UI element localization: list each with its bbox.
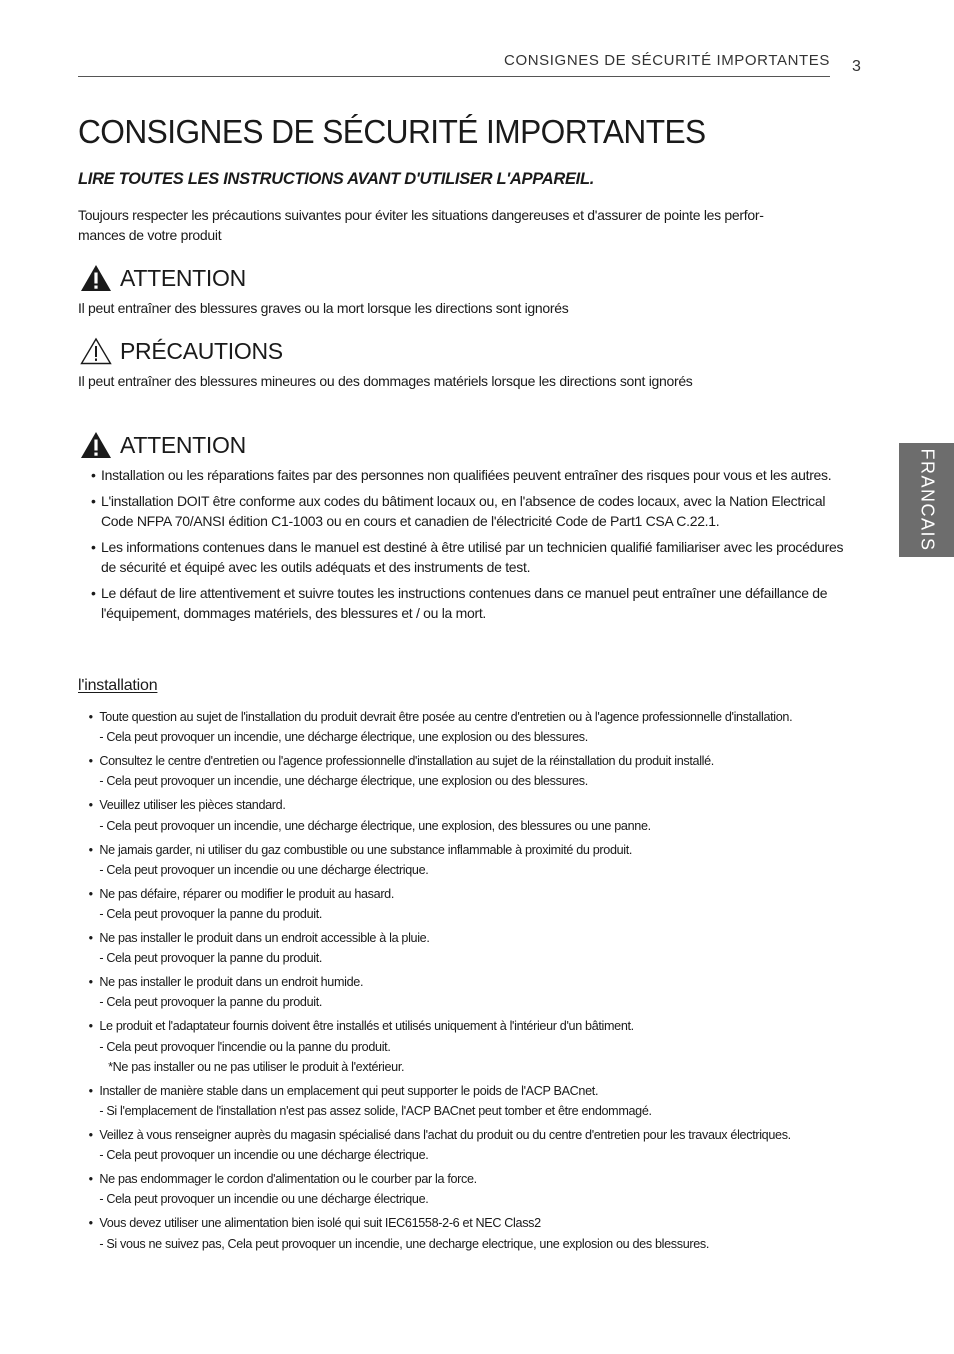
installation-item-consequence: - Cela peut provoquer la panne du produit. <box>99 994 323 1010</box>
attention-heading-1 <box>80 264 246 292</box>
installation-item-consequence: - Cela peut provoquer la panne du produit. <box>99 950 323 966</box>
installation-item-consequence: - Cela peut provoquer l'incendie ou la panne du produit. <box>99 1038 391 1054</box>
attention-item: • Installation ou les réparations faites par des personnes non qualifiées peuvent entraîner des risques pour vous et les autres. <box>78 465 858 485</box>
installation-item <box>78 707 844 747</box>
installation-item-consequence: - Cela peut provoquer un incendie, une décharge électrique, une explosion, des blessures ou une panne. <box>99 817 651 833</box>
installation-item <box>78 1125 844 1165</box>
intro-line-2: mances de votre produit <box>78 227 222 243</box>
installation-item-text: Veuillez utiliser les pièces standard. <box>99 797 286 813</box>
installation-item-text: Ne jamais garder, ni utiliser du gaz combustible ou une substance inflammable à proximité du produit. <box>99 841 633 857</box>
language-tab <box>899 443 954 557</box>
installation-item <box>78 1169 844 1209</box>
attention-description-1: Il peut entraîner des blessures graves ou la mort lorsque les directions sont ignorés <box>78 300 569 316</box>
warning-filled-icon <box>80 264 112 292</box>
warning-outline-icon <box>80 337 112 365</box>
precautions-description: Il peut entraîner des blessures mineures ou des dommages matériels lorsque les directions sont ignorés <box>78 373 693 389</box>
warning-filled-icon <box>80 431 112 459</box>
installation-item-consequence: - Si vous ne suivez pas, Cela peut provoquer un incendie, une decharge electrique, une explosion ou des blessures. <box>99 1235 710 1251</box>
installation-item <box>78 840 844 880</box>
installation-item-text: Installer de manière stable dans un emplacement qui peut supporter le poids de l'ACP BACnet. <box>99 1082 599 1098</box>
installation-item <box>78 1213 844 1253</box>
installation-item-text: Ne pas installer le produit dans un endroit accessible à la pluie. <box>99 930 430 946</box>
installation-item <box>78 884 844 924</box>
attention-item: • Le défaut de lire attentivement et suivre toutes les instructions contenues dans ce manuel peut entraîner une défaillance de l'équipement, dommages matériels, des blessures et / ou la mort. <box>78 583 858 623</box>
installation-item-consequence: - Si l'emplacement de l'installation n'est pas assez solide, l'ACP BACnet peut tomber et être endommagé. <box>99 1103 652 1119</box>
precautions-title: PRÉCAUTIONS <box>120 337 283 364</box>
intro-line-1: Toujours respecter les précautions suivantes pour éviter les situations dangereuses et d'assurer de pointe les perfor- <box>78 207 764 223</box>
installation-list <box>78 707 844 1258</box>
installation-item-note: *Ne pas installer ou ne pas utiliser le produit à l'extérieur. <box>108 1058 405 1074</box>
installation-item-consequence: - Cela peut provoquer un incendie, une décharge électrique, une explosion ou des blessures. <box>99 729 588 745</box>
installation-item-text: Ne pas installer le produit dans un endroit humide. <box>99 974 364 990</box>
installation-item-text: Le produit et l'adaptateur fournis doivent être installés et utilisés uniquement à l'intérieur d'un bâtiment. <box>99 1018 634 1034</box>
installation-item <box>78 928 844 968</box>
installation-item-consequence: - Cela peut provoquer la panne du produit. <box>99 906 323 922</box>
precautions-heading <box>80 337 283 365</box>
installation-item-text: Veillez à vous renseigner auprès du magasin spécialisé dans l'achat du produit ou du centre d'entretien pour les travaux électriques. <box>99 1127 791 1143</box>
page-title: CONSIGNES DE SÉCURITÉ IMPORTANTES <box>78 113 706 150</box>
attention-list <box>78 465 858 629</box>
installation-item <box>78 1081 844 1121</box>
attention-title-1: ATTENTION <box>120 264 246 291</box>
installation-item-consequence: - Cela peut provoquer un incendie ou une décharge électrique. <box>99 861 429 877</box>
attention-title-2: ATTENTION <box>120 431 246 458</box>
installation-item <box>78 795 844 835</box>
installation-item <box>78 972 844 1012</box>
installation-item <box>78 751 844 791</box>
installation-item-text: Ne pas endommager le cordon d'alimentation ou le courber par la force. <box>99 1171 477 1187</box>
attention-heading-2 <box>80 431 246 459</box>
header-rule <box>78 76 830 77</box>
intro-paragraph <box>78 205 848 245</box>
language-tab-label: FRANCAIS <box>917 448 937 552</box>
attention-item: • L'installation DOIT être conforme aux codes du bâtiment locaux ou, en l'absence de codes locaux, avec la Nation Electrical Code NFPA 70/ANSI édition C1-1003 ou en cours et canadien de l'électricité Code de Part1 CSA C.22.1. <box>78 491 858 531</box>
installation-item-consequence: - Cela peut provoquer un incendie ou une décharge électrique. <box>99 1191 429 1207</box>
installation-item-text: Ne pas défaire, réparer ou modifier le produit au hasard. <box>99 885 395 901</box>
installation-item-text: Toute question au sujet de l'installation du produit devrait être posée au centre d'entretien ou à l'agence professionnelle d'installation. <box>99 709 793 724</box>
installation-item-consequence: - Cela peut provoquer un incendie, une décharge électrique, une explosion ou des blessures. <box>99 773 588 789</box>
page-subtitle: LIRE TOUTES LES INSTRUCTIONS AVANT D'UTILISER L'APPAREIL. <box>78 170 595 188</box>
page-number: 3 <box>852 58 861 75</box>
installation-item <box>78 1016 844 1077</box>
installation-heading: l'installation <box>78 677 158 694</box>
running-header: CONSIGNES DE SÉCURITÉ IMPORTANTES <box>504 52 830 69</box>
installation-item-text: Vous devez utiliser une alimentation bien isolé qui suit IEC61558-2-6 et NEC Class2 <box>99 1215 541 1231</box>
installation-item-consequence: - Cela peut provoquer un incendie ou une décharge électrique. <box>99 1147 429 1163</box>
installation-item-text: Consultez le centre d'entretien ou l'agence professionnelle d'installation au sujet de la réinstallation du produit installé. <box>99 753 714 769</box>
attention-item: • Les informations contenues dans le manuel est destiné à être utilisé par un technicien qualifié familiariser avec les procédures de sécurité et équipé avec les outils adéquats et des instruments de test. <box>78 537 858 577</box>
